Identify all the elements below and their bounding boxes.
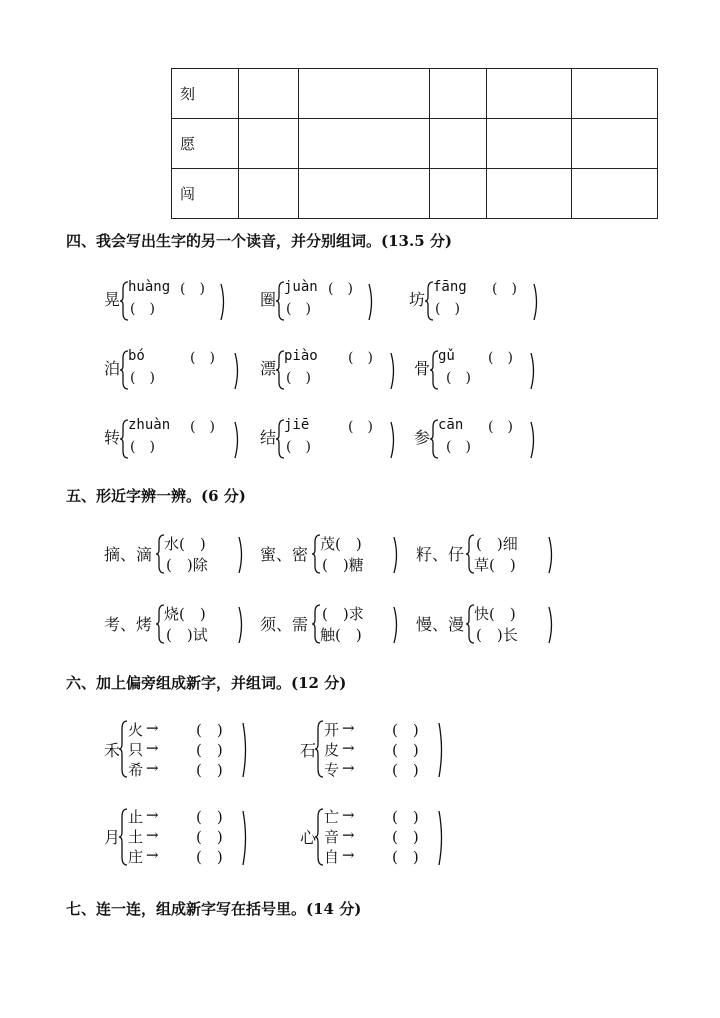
right-paren [393, 536, 401, 574]
answer-blank[interactable]: ( ) [392, 741, 419, 759]
word-top[interactable]: 茂( ) [320, 535, 362, 553]
right-paren [548, 536, 556, 574]
table-cell[interactable] [239, 169, 299, 219]
polyphone-char: 参 [414, 428, 431, 447]
table-cell[interactable] [572, 169, 658, 219]
pinyin: bó [128, 348, 145, 364]
table-cell[interactable] [239, 119, 299, 169]
arrow-icon: → [342, 826, 355, 844]
answer-blank[interactable]: ( ) [488, 419, 513, 435]
arrow-icon: → [146, 806, 159, 824]
word-top[interactable]: ( )细 [476, 535, 518, 553]
table-cell[interactable] [430, 119, 487, 169]
right-paren [238, 606, 246, 644]
char-pair: 慢、漫 [416, 615, 465, 634]
table-cell[interactable] [430, 169, 487, 219]
table-cell[interactable] [430, 69, 487, 119]
table-cell[interactable] [572, 69, 658, 119]
pinyin: zhuàn [128, 417, 171, 433]
answer-blank[interactable]: ( ) [328, 281, 353, 297]
pinyin-blank[interactable]: ( ) [446, 370, 471, 386]
radical-char: 月 [104, 828, 121, 847]
pinyin: gǔ [438, 348, 455, 364]
right-paren [548, 606, 556, 644]
polyphone-char: 结 [260, 428, 277, 447]
table-cell[interactable] [299, 69, 430, 119]
pinyin-blank[interactable]: ( ) [286, 439, 311, 455]
pinyin-blank[interactable]: ( ) [130, 370, 155, 386]
row-char: 刻 [172, 69, 239, 119]
word-bottom[interactable]: 草( ) [474, 556, 516, 574]
component-char: 止 [128, 808, 144, 826]
word-bottom[interactable]: ( )长 [476, 626, 518, 644]
pinyin: huàng [128, 279, 171, 295]
table-cell[interactable] [487, 119, 572, 169]
right-paren [530, 352, 538, 390]
table-row [172, 69, 658, 119]
pinyin-blank[interactable]: ( ) [286, 370, 311, 386]
pinyin-blank[interactable]: ( ) [130, 301, 155, 317]
pinyin: piào [284, 348, 318, 364]
right-paren [530, 421, 538, 459]
word-top[interactable]: 水( ) [164, 535, 206, 553]
right-paren [242, 722, 250, 778]
arrow-icon: → [146, 826, 159, 844]
polyphone-char: 圈 [260, 290, 277, 309]
answer-blank[interactable]: ( ) [196, 808, 223, 826]
table-row [172, 119, 658, 169]
radical-char: 石 [300, 741, 317, 760]
word-top[interactable]: 烧( ) [164, 605, 206, 623]
answer-blank[interactable]: ( ) [196, 741, 223, 759]
right-paren [438, 810, 446, 866]
component-char: 只 [128, 741, 144, 759]
component-char: 专 [324, 761, 340, 779]
arrow-icon: → [146, 719, 159, 737]
polyphone-char: 晃 [104, 290, 121, 309]
component-char: 庄 [128, 848, 144, 866]
component-char: 土 [128, 828, 144, 846]
answer-blank[interactable]: ( ) [190, 419, 215, 435]
table-cell[interactable] [239, 69, 299, 119]
answer-blank[interactable]: ( ) [492, 281, 517, 297]
word-bottom[interactable]: ( )糖 [322, 556, 364, 574]
radical-char: 禾 [104, 741, 121, 760]
right-paren [220, 283, 228, 321]
arrow-icon: → [146, 759, 159, 777]
component-char: 皮 [324, 741, 340, 759]
pinyin: cān [438, 417, 464, 433]
arrow-icon: → [342, 806, 355, 824]
arrow-icon: → [342, 846, 355, 864]
word-top[interactable]: 快( ) [474, 605, 516, 623]
pinyin-blank[interactable]: ( ) [435, 301, 460, 317]
component-char: 自 [324, 848, 340, 866]
char-pair: 摘、滴 [104, 545, 153, 564]
word-bottom[interactable]: 触( ) [320, 626, 362, 644]
answer-blank[interactable]: ( ) [392, 721, 419, 739]
table-cell[interactable] [487, 69, 572, 119]
answer-blank[interactable]: ( ) [392, 828, 419, 846]
pinyin-blank[interactable]: ( ) [286, 301, 311, 317]
answer-blank[interactable]: ( ) [348, 350, 373, 366]
polyphone-char: 漂 [260, 359, 277, 378]
row-char: 愿 [172, 119, 239, 169]
polyphone-char: 转 [104, 428, 121, 447]
section6-heading: 六、加上偏旁组成新字，并组词。(12 分) [66, 674, 347, 692]
word-top[interactable]: ( )求 [322, 605, 364, 623]
word-bottom[interactable]: ( )除 [166, 556, 208, 574]
table-cell[interactable] [299, 119, 430, 169]
pinyin: fāng [433, 279, 467, 295]
char-pair: 蜜、密 [260, 545, 309, 564]
component-char: 亡 [324, 808, 340, 826]
right-paren [234, 421, 242, 459]
arrow-icon: → [342, 719, 355, 737]
table-cell[interactable] [299, 169, 430, 219]
section4-heading: 四、我会写出生字的另一个读音，并分别组词。(13.5 分) [66, 232, 452, 250]
right-paren [238, 536, 246, 574]
answer-blank[interactable]: ( ) [196, 761, 223, 779]
polyphone-char: 骨 [414, 359, 431, 378]
component-char: 希 [128, 761, 144, 779]
radical-char: 心 [300, 828, 317, 847]
answer-blank[interactable]: ( ) [392, 808, 419, 826]
answer-blank[interactable]: ( ) [392, 848, 419, 866]
arrow-icon: → [146, 846, 159, 864]
table-row [172, 169, 658, 219]
right-paren [234, 352, 242, 390]
right-paren [393, 606, 401, 644]
char-pair: 须、需 [260, 615, 309, 634]
char-pair: 考、烤 [104, 615, 153, 634]
right-paren [390, 421, 398, 459]
right-paren [438, 722, 446, 778]
right-paren [242, 810, 250, 866]
right-paren [533, 283, 541, 321]
table-cell[interactable] [572, 119, 658, 169]
pinyin: jiē [284, 417, 310, 433]
word-bottom[interactable]: ( )试 [166, 626, 208, 644]
row-char: 闯 [172, 169, 239, 219]
answer-blank[interactable]: ( ) [190, 350, 215, 366]
table-cell[interactable] [487, 169, 572, 219]
answer-blank[interactable]: ( ) [196, 848, 223, 866]
answer-blank[interactable]: ( ) [348, 419, 373, 435]
word-table [171, 68, 658, 219]
arrow-icon: → [342, 759, 355, 777]
answer-blank[interactable]: ( ) [196, 828, 223, 846]
pinyin-blank[interactable]: ( ) [446, 439, 471, 455]
answer-blank[interactable]: ( ) [488, 350, 513, 366]
polyphone-char: 泊 [104, 359, 121, 378]
arrow-icon: → [146, 739, 159, 757]
component-char: 火 [128, 721, 144, 739]
answer-blank[interactable]: ( ) [392, 761, 419, 779]
char-pair: 籽、仔 [416, 545, 465, 564]
pinyin-blank[interactable]: ( ) [130, 439, 155, 455]
section7-heading: 七、连一连，组成新字写在括号里。(14 分) [66, 900, 362, 918]
component-char: 音 [324, 828, 340, 846]
right-paren [368, 283, 376, 321]
arrow-icon: → [342, 739, 355, 757]
pinyin: juàn [284, 279, 318, 295]
section5-heading: 五、形近字辨一辨。(6 分) [66, 487, 246, 505]
right-paren [390, 352, 398, 390]
answer-blank[interactable]: ( ) [180, 281, 205, 297]
polyphone-char: 坊 [409, 290, 426, 309]
component-char: 开 [324, 721, 340, 739]
answer-blank[interactable]: ( ) [196, 721, 223, 739]
